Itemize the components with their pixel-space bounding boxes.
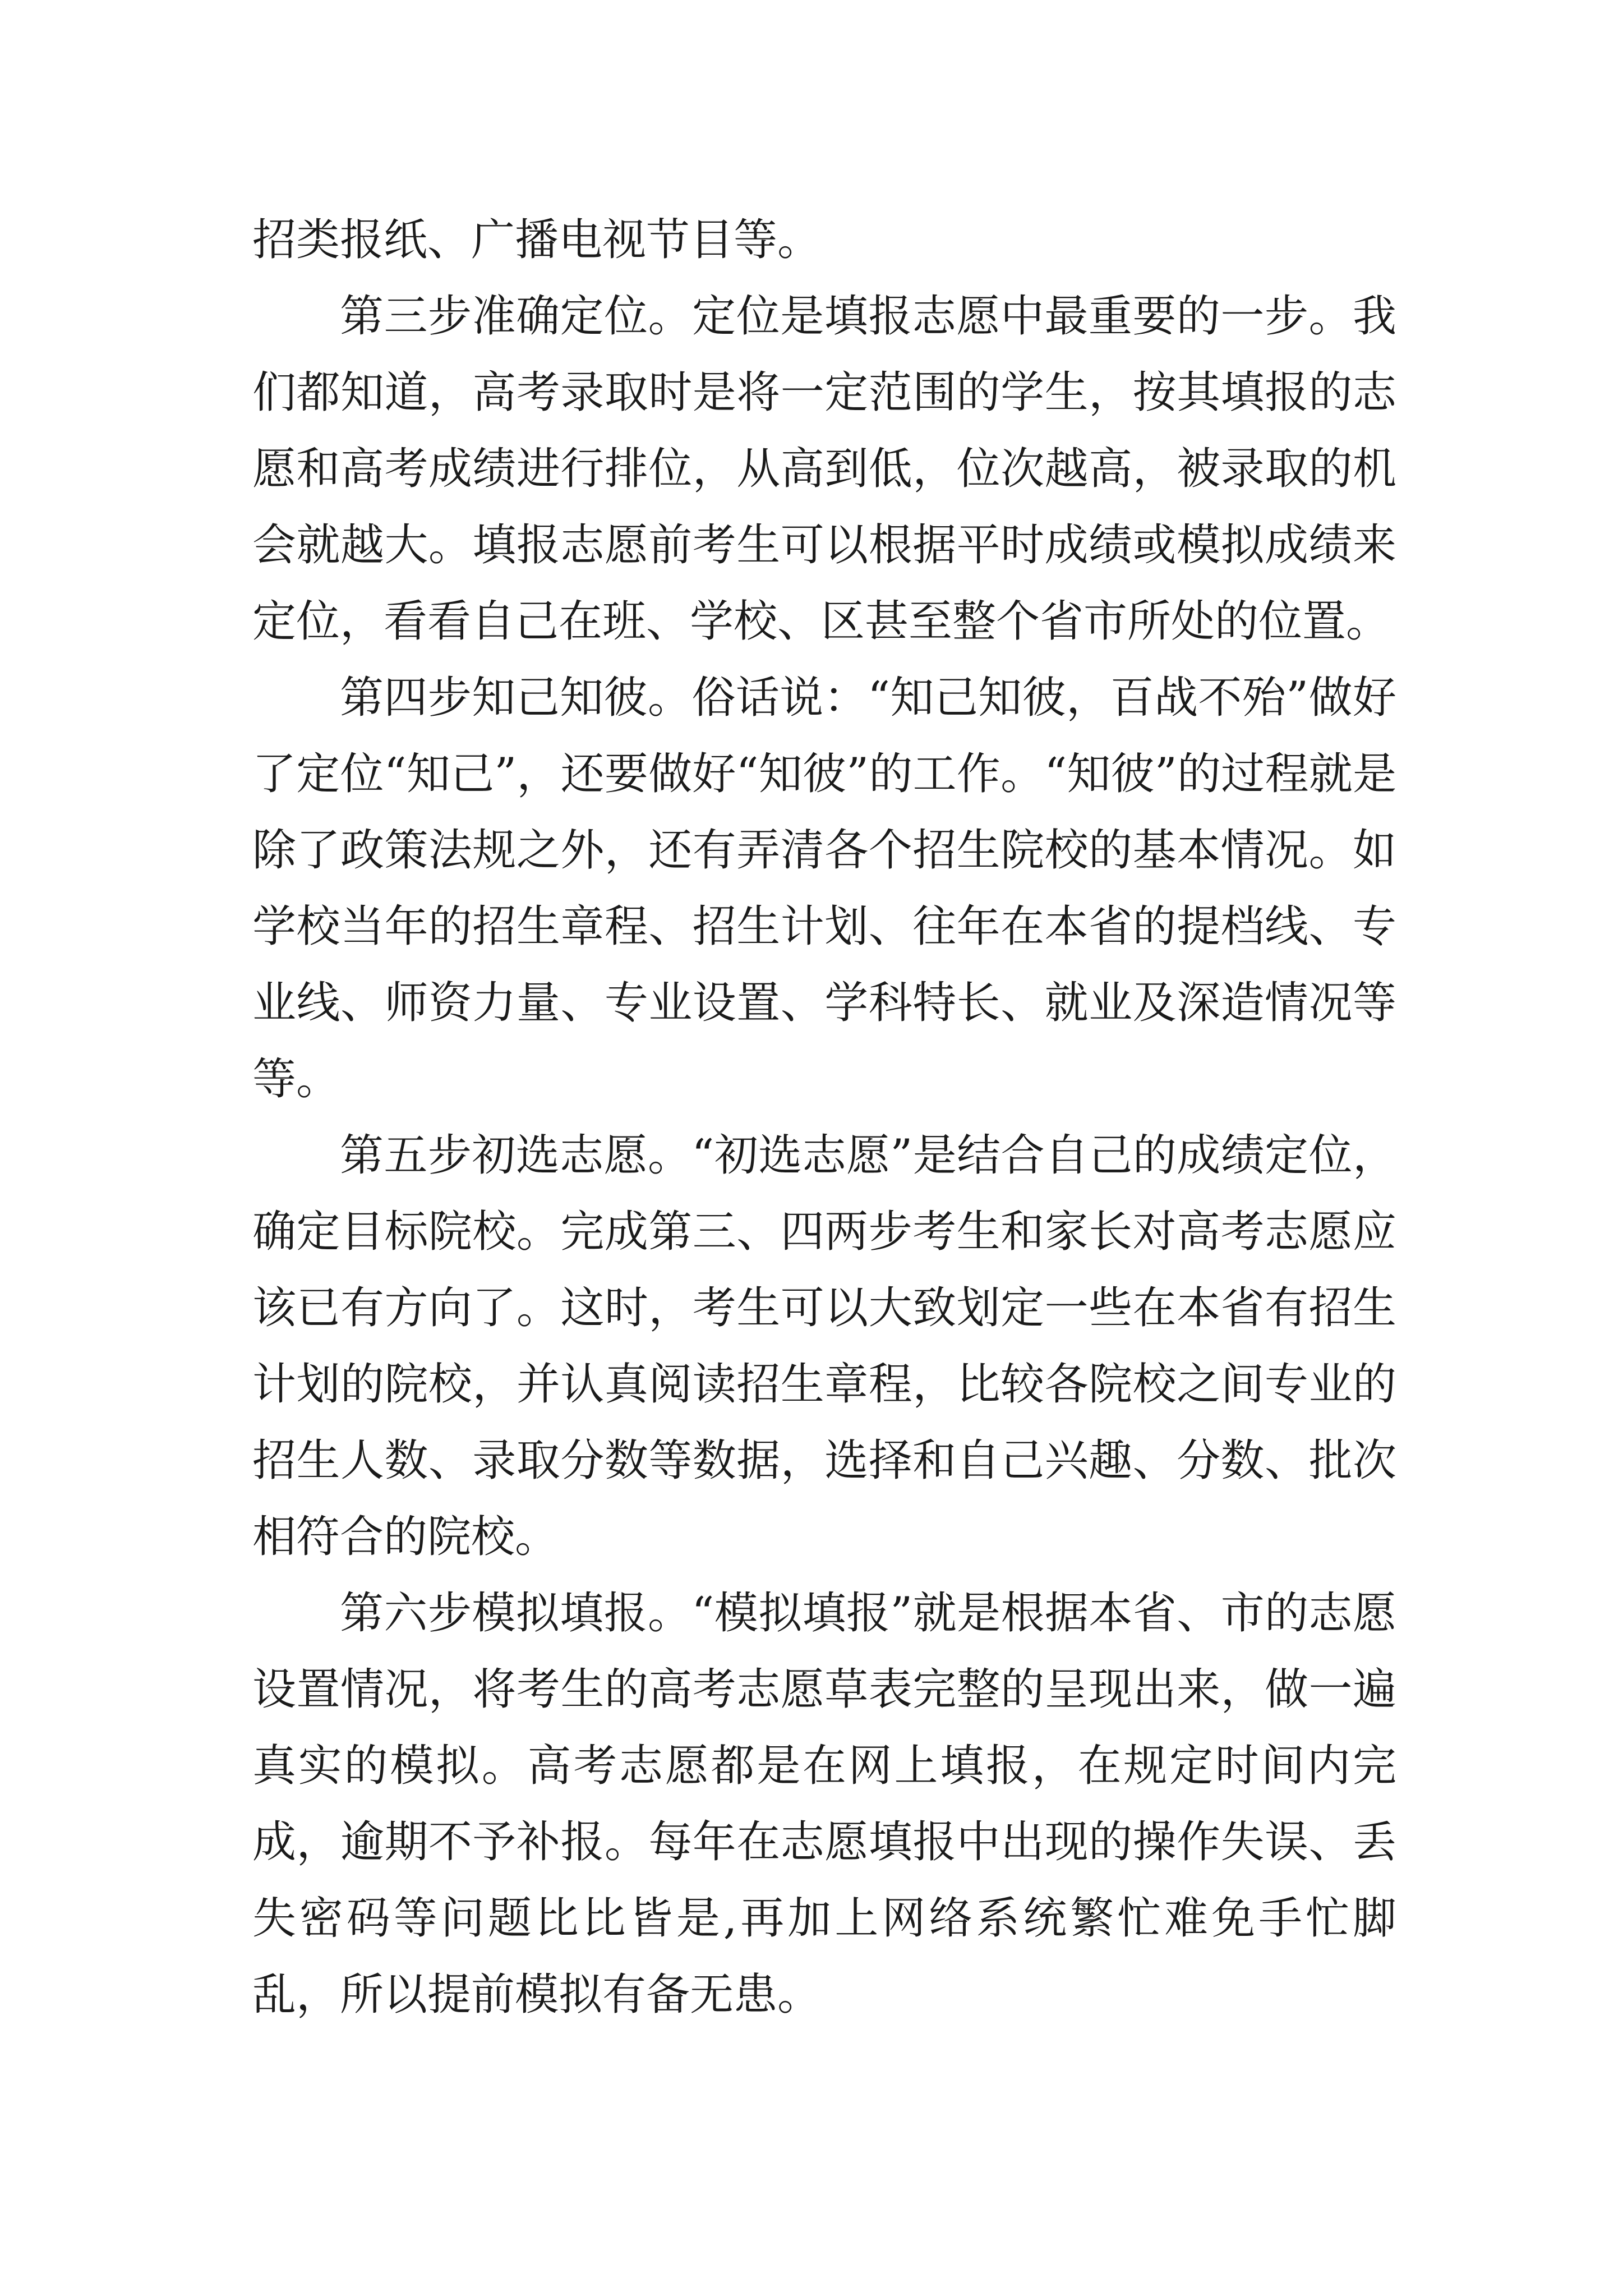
paragraph-step-six: 第六步模拟填报。“模拟填报”就是根据本省、市的志愿设置情况，将考生的高考志愿草表完整的呈现出来，做一遍真实的模拟。高考志愿都是在网上填报，在规定时间内完成，逾期不予补报。每年在志愿填报中出现的操作失误、丢失密码等问题比比皆是,再加上网络系统繁忙难免手忙脚乱，所以提前模拟有备无患。 xyxy=(252,1588,1396,2020)
paragraph-continuation: 招类报纸、广播电视节目等。 xyxy=(252,215,822,265)
paragraph-step-three: 第三步准确定位。定位是填报志愿中最重要的一步。我们都知道，高考录取时是将一定范围的学生，按其填报的志愿和高考成绩进行排位，从高到低，位次越高，被录取的机会就越大。填报志愿前考生可以根据平时成绩或模拟成绩来定位，看看自己在班、学校、区甚至整个省市所处的位置。 xyxy=(252,291,1396,647)
paragraph-step-five: 第五步初选志愿。“初选志愿”是结合自己的成绩定位，确定目标院校。完成第三、四两步考生和家长对高考志愿应该已有方向了。这时，考生可以大致划定一些在本省有招生计划的院校，并认真阅读招生章程，比较各院校之间专业的招生人数、录取分数等数据，选择和自己兴趣、分数、批次相符合的院校。 xyxy=(252,1130,1396,1562)
paragraph-step-four: 第四步知己知彼。俗话说：“知己知彼，百战不殆”做好了定位“知己”，还要做好“知彼”的工作。“知彼”的过程就是除了政策法规之外，还有弄清各个招生院校的基本情况。如学校当年的招生章程、招生计划、往年在本省的提档线、专业线、师资力量、专业设置、学科特长、就业及深造情况等等。 xyxy=(252,673,1396,1105)
document-page xyxy=(252,202,1396,2033)
